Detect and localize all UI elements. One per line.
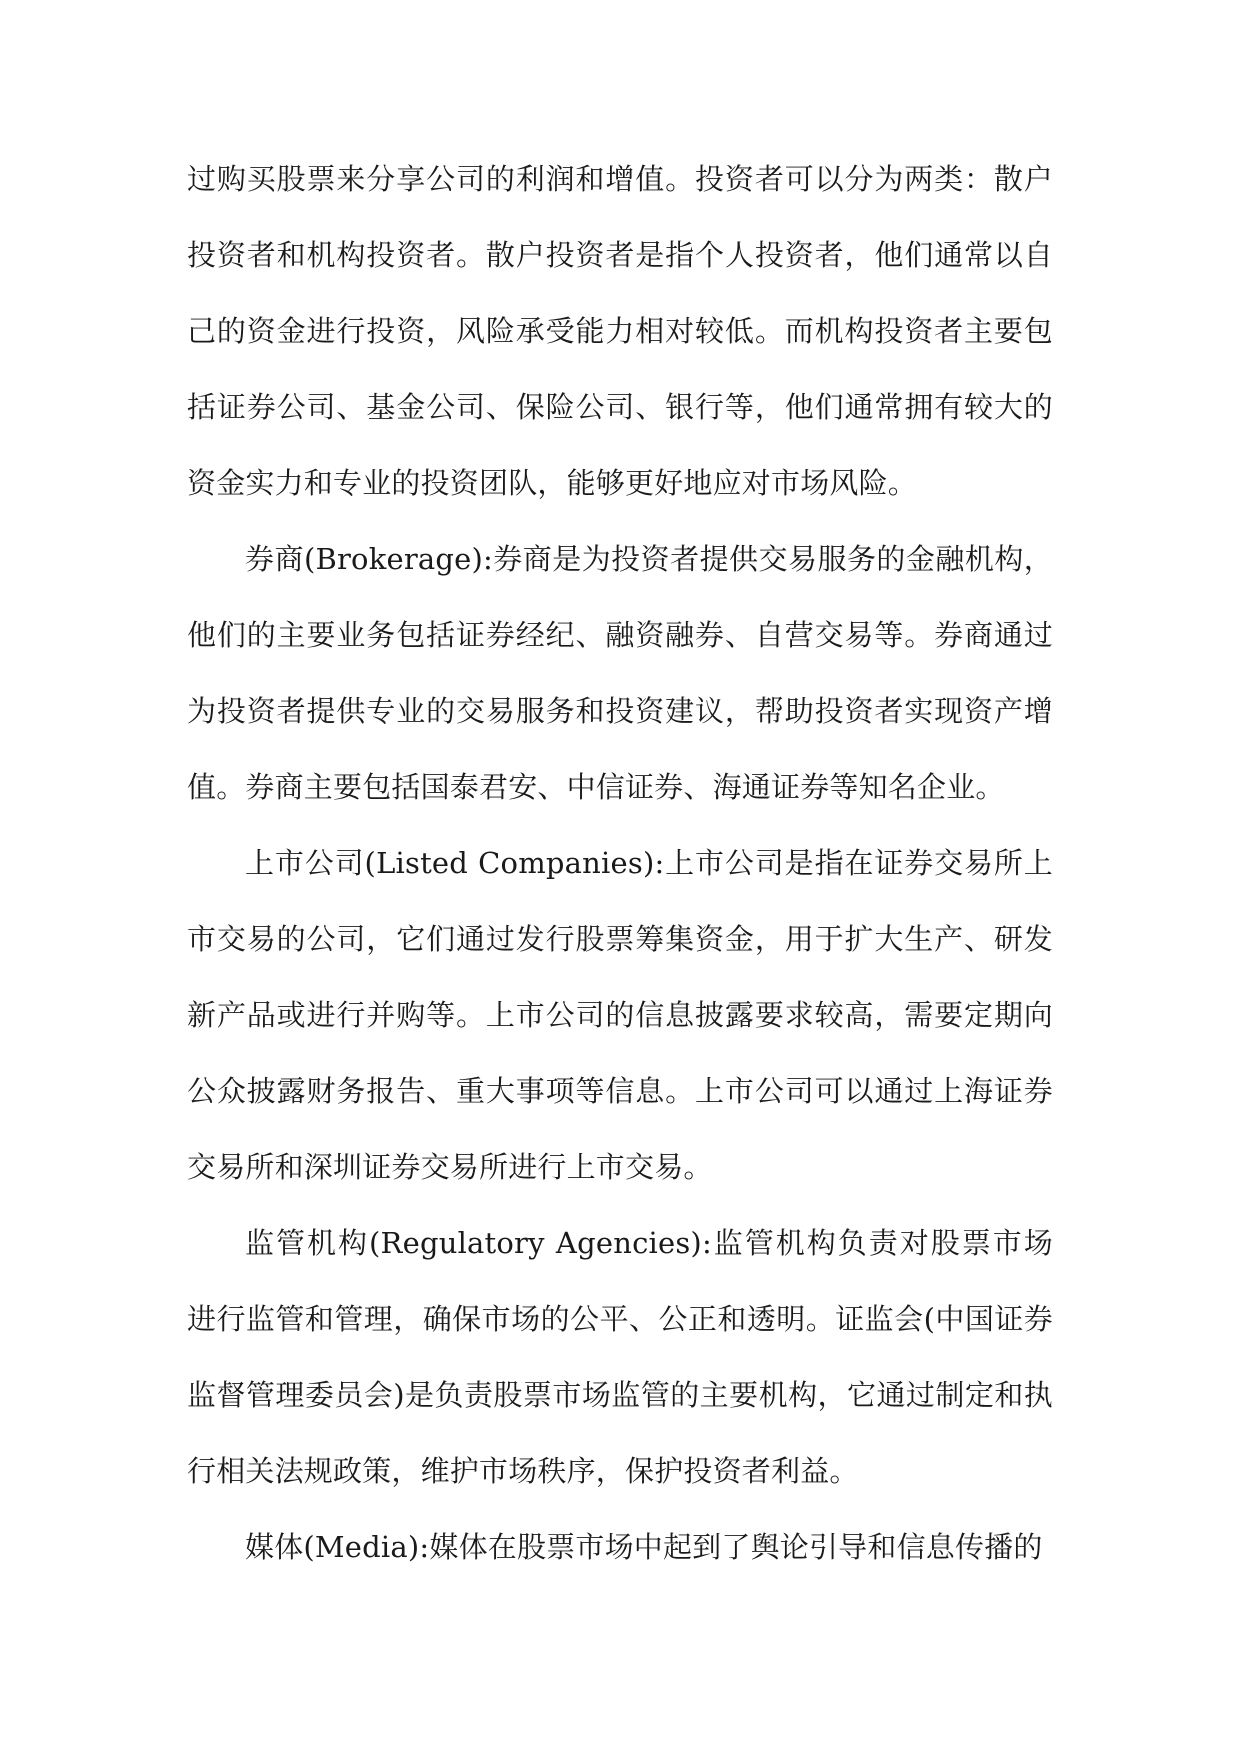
paragraph-listed-companies: 上市公司(Listed Companies):上市公司是指在证券交易所上市交易的公司，它们通过发行股票筹集资金，用于扩大生产、研发新产品或进行并购等。上市公司的信息披露要求较高，需要定期向公众披露财务报告、重大事项等信息。上市公司可以通过上海证券交易所和深圳证券交易所进行上市交易。 bbox=[187, 846, 1053, 1184]
paragraph-investors: 过购买股票来分享公司的利润和增值。投资者可以分为两类：散户投资者和机构投资者。散户投资者是指个人投资者，他们通常以自己的资金进行投资，风险承受能力相对较低。而机构投资者主要包括证券公司、基金公司、保险公司、银行等，他们通常拥有较大的资金实力和专业的投资团队，能够更好地应对市场风险。 bbox=[187, 162, 1053, 500]
document-body bbox=[187, 141, 1053, 1585]
paragraph-regulatory-agencies: 监管机构(Regulatory Agencies):监管机构负责对股票市场进行监管和管理，确保市场的公平、公正和透明。证监会(中国证券监督管理委员会)是负责股票市场监管的主要机构，它通过制定和执行相关法规政策，维护市场秩序，保护投资者利益。 bbox=[187, 1226, 1053, 1488]
paragraph-brokerage: 券商(Brokerage):券商是为投资者提供交易服务的金融机构，他们的主要业务包括证券经纪、融资融券、自营交易等。券商通过为投资者提供专业的交易服务和投资建议，帮助投资者实现资产增值。券商主要包括国泰君安、中信证券、海通证券等知名企业。 bbox=[187, 542, 1053, 804]
paragraph-media: 媒体(Media):媒体在股票市场中起到了舆论引导和信息传播的 bbox=[245, 1530, 1043, 1564]
